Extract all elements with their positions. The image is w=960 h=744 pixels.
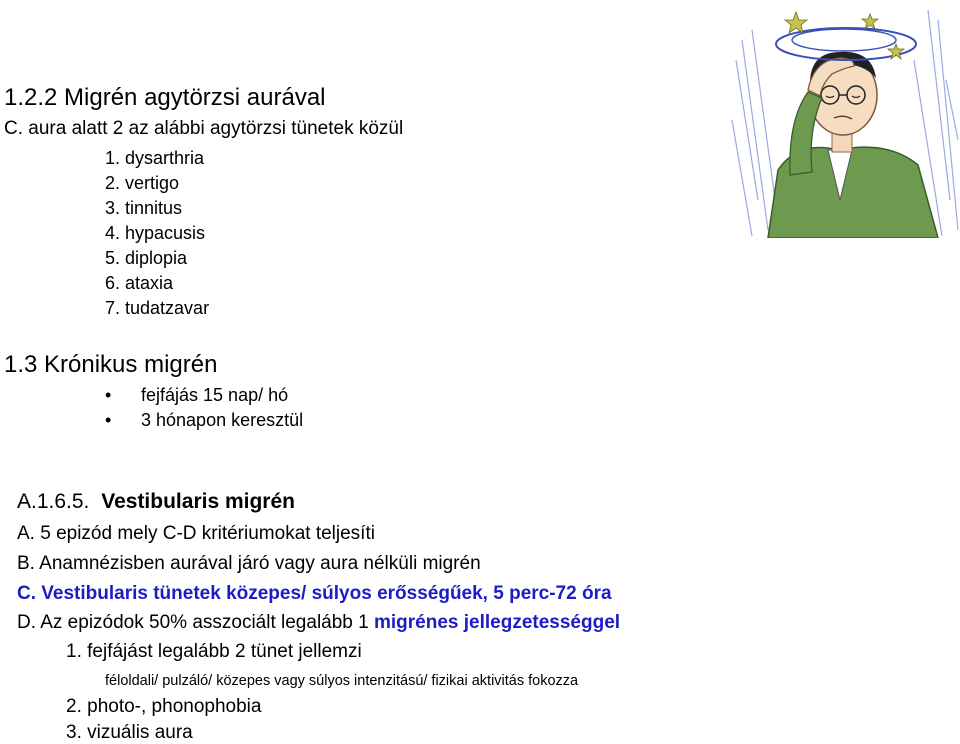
list-item-text: 3 hónapon keresztül (141, 410, 304, 430)
section-title-chronic-migraine: 1.3 Krónikus migrén (4, 351, 218, 378)
list-item: 4. hypacusis (105, 223, 206, 243)
list-item-text: fejfájás 15 nap/ hó (141, 385, 289, 405)
criterion-d-item-1-detail: féloldali/ pulzáló/ közepes vagy súlyos intenzitású/ fizikai aktivitás fokozza (105, 673, 579, 689)
criterion-c-brainstem: C. aura alatt 2 az alábbi agytörzsi tünetek közül (4, 118, 404, 139)
criterion-d-item-2: 2. photo-, phonophobia (66, 696, 262, 717)
criterion-c-vestibular: C. Vestibularis tünetek közepes/ súlyos erősségűek, 5 perc-72 óra (17, 583, 612, 604)
section-heading-vestibular (17, 490, 295, 514)
section-title-brainstem-aura: 1.2.2 Migrén agytörzsi aurával (4, 84, 326, 111)
list-item: 6. ataxia (105, 273, 174, 293)
criterion-d (17, 612, 620, 634)
list-item: 1. dysarthria (105, 148, 205, 168)
section-code: A.1.6.5. (17, 490, 90, 513)
section-title-vestibular-migraine: Vestibularis migrén (101, 490, 295, 513)
list-item: 2. vertigo (105, 173, 180, 193)
criterion-d-highlight: migrénes jellegzetességgel (374, 612, 621, 633)
list-item (105, 410, 303, 431)
list-item: 7. tudatzavar (105, 298, 210, 318)
criterion-d-item-3: 3. vizuális aura (66, 722, 193, 743)
list-item (105, 385, 288, 406)
list-item: 5. diplopia (105, 248, 188, 268)
dizzy-man-illustration (728, 0, 960, 238)
criterion-d-text: D. Az epizódok 50% asszociált legalább 1 (17, 612, 374, 633)
bullet-icon: • (105, 385, 112, 405)
criterion-b: B. Anamnézisben aurával járó vagy aura nélküli migrén (17, 553, 481, 574)
list-item: 3. tinnitus (105, 198, 183, 218)
criterion-a: A. 5 epizód mely C-D kritériumokat teljesíti (17, 523, 375, 544)
bullet-icon: • (105, 410, 112, 430)
criterion-d-item-1: 1. fejfájást legalább 2 tünet jellemzi (66, 641, 362, 662)
